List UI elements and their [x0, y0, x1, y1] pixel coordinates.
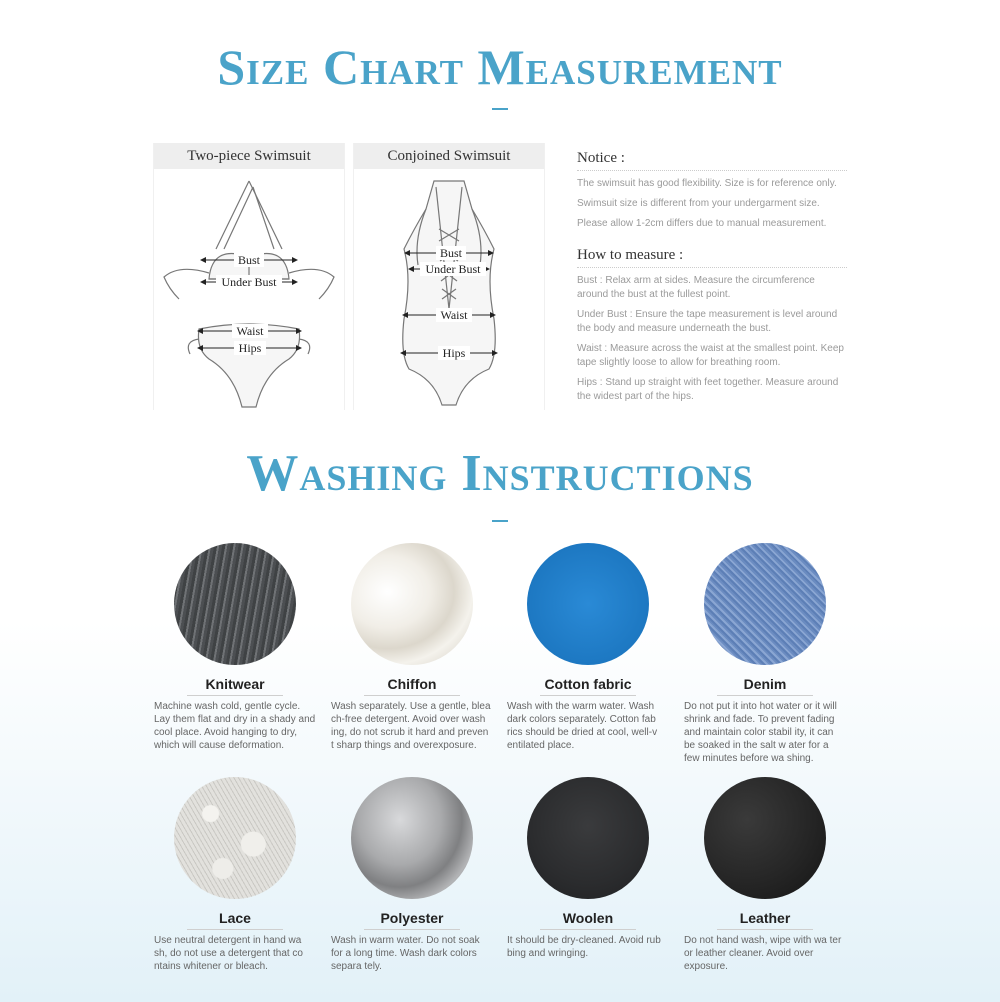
knitwear-swatch	[174, 543, 296, 665]
divider	[540, 695, 636, 696]
divider	[364, 695, 460, 696]
divider	[187, 695, 283, 696]
divider	[187, 929, 283, 930]
conjoined-waist-label: Waist	[440, 308, 468, 322]
how-to-item-waist: Waist : Measure across the waist at the smallest point. Keep tape slightly loose to allow for breathing room.	[577, 343, 844, 368]
lace-swatch	[174, 777, 296, 899]
polyester-swatch	[351, 777, 473, 899]
two-piece-bust-label: Bust	[237, 253, 261, 267]
fabric-desc: Use neutral detergent in hand wa sh, do not use a detergent that co ntains whitener or bleach.	[154, 935, 303, 972]
divider	[540, 929, 636, 930]
conjoined-header: Conjoined Swimsuit	[354, 143, 544, 169]
fabric-card-chiffon	[327, 543, 497, 752]
conjoined-diagram	[354, 169, 544, 410]
divider	[717, 929, 813, 930]
fabric-card-polyester	[327, 777, 497, 973]
chiffon-swatch	[351, 543, 473, 665]
fabric-card-woolen	[503, 777, 673, 960]
fabric-desc: Do not put it into hot water or it will shrink and fade. To prevent fading and maintain color stabil ity, it can be soaked in the salt w ater for a few minutes before wa shing.	[684, 701, 837, 764]
conjoined-under-bust-label: Under Bust	[425, 262, 481, 276]
two-piece-header: Two-piece Swimsuit	[154, 143, 344, 169]
two-piece-panel	[153, 143, 345, 410]
how-to-item-under-bust: Under Bust : Ensure the tape measurement is level around the body and measure underneath the bust.	[577, 309, 838, 334]
fabric-card-cotton	[503, 543, 673, 752]
fabric-name: Denim	[743, 676, 787, 692]
fabric-name: Leather	[739, 910, 791, 926]
fabric-card-denim	[680, 543, 850, 765]
washing-instructions-title: Washing Instructions	[246, 445, 754, 502]
fabric-name: Chiffon	[387, 676, 437, 692]
fabric-card-lace	[150, 777, 320, 973]
two-piece-under-bust-label: Under Bust	[221, 275, 277, 289]
fabric-name: Lace	[219, 910, 251, 926]
title-underline	[492, 520, 508, 522]
fabric-desc: Wash in warm water. Do not soak for a long time. Wash dark colors separa tely.	[331, 935, 480, 972]
fabric-desc: Wash with the warm water. Wash dark colors separately. Cotton fab rics should be dried at cool, well-v entilated place.	[507, 701, 658, 751]
how-to-item-hips: Hips : Stand up straight with feet together. Measure around the widest part of the hips.	[577, 377, 839, 402]
fabric-card-knitwear	[150, 543, 320, 752]
notice-item: Please allow 1-2cm differs due to manual measurement.	[577, 218, 827, 229]
conjoined-bust-label: Bust	[439, 246, 463, 260]
leather-swatch	[704, 777, 826, 899]
divider	[364, 929, 460, 930]
fabric-desc: Do not hand wash, wipe with wa ter or leather cleaner. Avoid over exposure.	[684, 935, 842, 972]
fabric-name: Polyester	[380, 910, 444, 926]
fabric-card-leather	[680, 777, 850, 973]
title-underline	[492, 108, 508, 110]
two-piece-waist-label: Waist	[236, 324, 264, 338]
cotton-swatch	[527, 543, 649, 665]
fabric-desc: Wash separately. Use a gentle, blea ch-free detergent. Avoid over wash ing, do not scrub it hard and preven t sharp things and overexposure.	[331, 701, 491, 751]
fabric-desc: Machine wash cold, gentle cycle. Lay them flat and dry in a shady and cool place. Avoid hanging to dry, which will cause deformation.	[154, 701, 316, 751]
two-piece-hips-label: Hips	[238, 341, 262, 355]
notice-heading: Notice :	[577, 150, 847, 171]
how-to-measure-heading: How to measure :	[577, 247, 847, 268]
woolen-swatch	[527, 777, 649, 899]
conjoined-hips-label: Hips	[442, 346, 466, 360]
how-to-item-bust: Bust : Relax arm at sides. Measure the circumference around the bust at the fullest point.	[577, 275, 815, 300]
fabric-name: Woolen	[562, 910, 614, 926]
two-piece-diagram	[154, 169, 344, 410]
fabric-name: Knitwear	[205, 676, 265, 692]
notice-item: The swimsuit has good flexibility. Size is for reference only.	[577, 178, 837, 189]
conjoined-panel	[353, 143, 545, 410]
divider	[717, 695, 813, 696]
denim-swatch	[704, 543, 826, 665]
fabric-name: Cotton fabric	[544, 676, 632, 692]
measurement-notes	[577, 150, 847, 404]
notice-item: Swimsuit size is different from your undergarment size.	[577, 198, 820, 209]
size-chart-title: Size Chart Measurement	[217, 39, 783, 95]
fabric-desc: It should be dry-cleaned. Avoid rub bing and wringing.	[507, 935, 661, 959]
